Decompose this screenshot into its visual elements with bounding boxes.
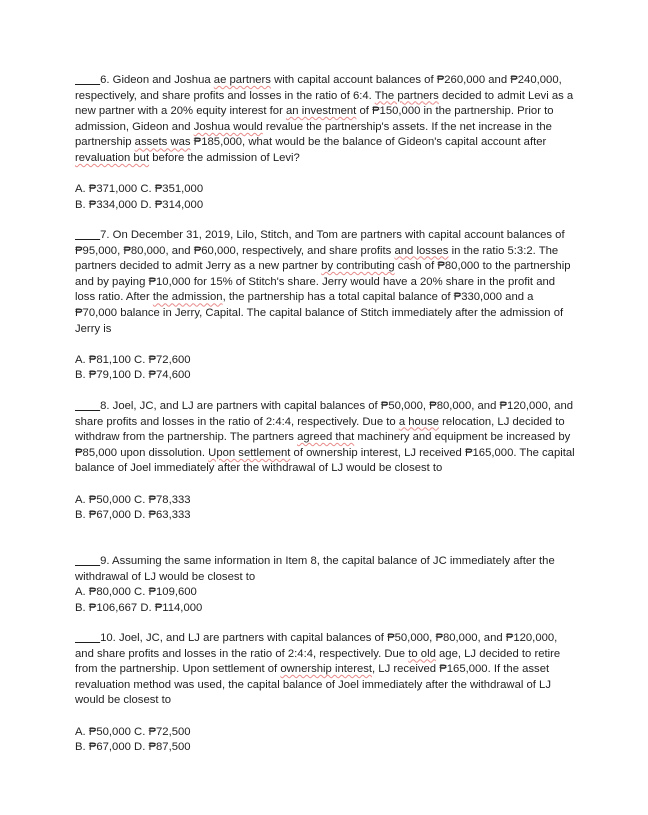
question-8-text: 8. Joel, JC, and LJ are partners with capital balances of ₱50,000, ₱80,000, and ₱120,000, and share profits and losses in the ratio of 2:4:4, respectively. Due to a house relocation, LJ decided to withdraw from the partnership. The partners agreed that machinery and equipment be increased by ₱85,000 upon dissolution. Upon settlement of ownership interest, LJ received ₱165,000. The capital balance of Joel immediately after the withdrawal of LJ would be closest to: [75, 400, 575, 475]
option-line: B. ₱67,000 D. ₱87,500: [75, 741, 191, 754]
question-6-text: 6. Gideon and Joshua ae partners with capital account balances of ₱260,000 and ₱240,000, respectively, and share profits and losses in the ratio of 6:4. The partners decided to admit Levi as a new partner with a 20% equity interest for an investment of ₱150,000 in the partnership. Prior to admission, Gideon and Joshua would revalue the partnership's assets. If the net increase in the partnership assets was ₱185,000, what would be the balance of Gideon's capital account after revaluation but before the admission of Levi?: [75, 74, 574, 164]
spell-error: assets was: [134, 136, 191, 149]
spell-error: to old: [408, 647, 436, 660]
spell-error: an investment: [285, 105, 357, 118]
question-9-options: [75, 585, 575, 616]
option-line: A. ₱50,000 C. ₱72,500: [75, 725, 191, 738]
answer-blank: [75, 400, 100, 412]
option-line: A. ₱80,000 C. ₱109,600: [75, 586, 197, 599]
question-10-text: 10. Joel, JC, and LJ are partners with capital balances of ₱50,000, ₱80,000, and ₱120,000, and share profits and losses in the ratio of 2:4:4, respectively. Due to old age, LJ decided to retire from the partnership. Upon settlement of ownership interest, LJ received ₱165,000. If the asset revaluation method was used, the capital balance of Joel immediately after the withdrawal of LJ would be closest to: [75, 632, 561, 707]
question-9: [75, 554, 575, 616]
spell-error: revaluation but: [75, 151, 150, 164]
spell-error: The partners: [374, 89, 439, 102]
question-10: [75, 631, 575, 756]
spell-error: the admission: [152, 291, 223, 304]
question-10-options: [75, 725, 575, 756]
answer-blank: [75, 229, 100, 241]
option-line: B. ₱79,100 D. ₱74,600: [75, 369, 191, 382]
answer-blank: [75, 555, 100, 567]
option-line: A. ₱81,100 C. ₱72,600: [75, 353, 191, 366]
option-line: B. ₱106,667 D. ₱114,000: [75, 601, 203, 614]
answer-blank: [75, 632, 100, 644]
question-8: [75, 399, 575, 524]
option-line: A. ₱50,000 C. ₱78,333: [75, 493, 191, 506]
question-7-text: 7. On December 31, 2019, Lilo, Stitch, and Tom are partners with capital account balances of ₱95,000, ₱80,000, and ₱60,000, respectively, and share profits and losses in the ratio 5:3:2. The partners decided to admit Jerry as a new partner by contributing cash of ₱80,000 to the partnership and by paying ₱10,000 for 15% of Stitch's share. Jerry would have a 20% share in the profit and loss ratio. After the admission, the partnership has a total capital balance of ₱330,000 and a ₱70,000 balance in Jerry, Capital. The capital balance of Stitch immediately after the admission of Jerry is: [75, 229, 571, 335]
spell-error: agreed that: [297, 431, 355, 444]
spell-error: a house: [398, 415, 440, 428]
option-line: B. ₱334,000 D. ₱314,000: [75, 198, 204, 211]
question-7-options: [75, 353, 575, 384]
spell-error: by contributing: [321, 260, 395, 273]
spell-error: Joshua would: [193, 120, 263, 133]
option-line: A. ₱371,000 C. ₱351,000: [75, 183, 204, 196]
question-6: [75, 73, 575, 213]
spell-error: Upon settlement: [208, 446, 291, 459]
question-6-options: [75, 182, 575, 213]
option-line: B. ₱67,000 D. ₱63,333: [75, 509, 191, 522]
spell-error: ae partners: [213, 74, 271, 86]
answer-blank: [75, 74, 100, 86]
question-8-options: [75, 493, 575, 524]
spell-error: ownership interest: [280, 663, 373, 676]
question-7: [75, 228, 575, 384]
question-9-text: 9. Assuming the same information in Item 8, the capital balance of JC immediately after the withdrawal of LJ would be closest to: [75, 555, 555, 583]
spell-error: and losses: [394, 244, 449, 257]
